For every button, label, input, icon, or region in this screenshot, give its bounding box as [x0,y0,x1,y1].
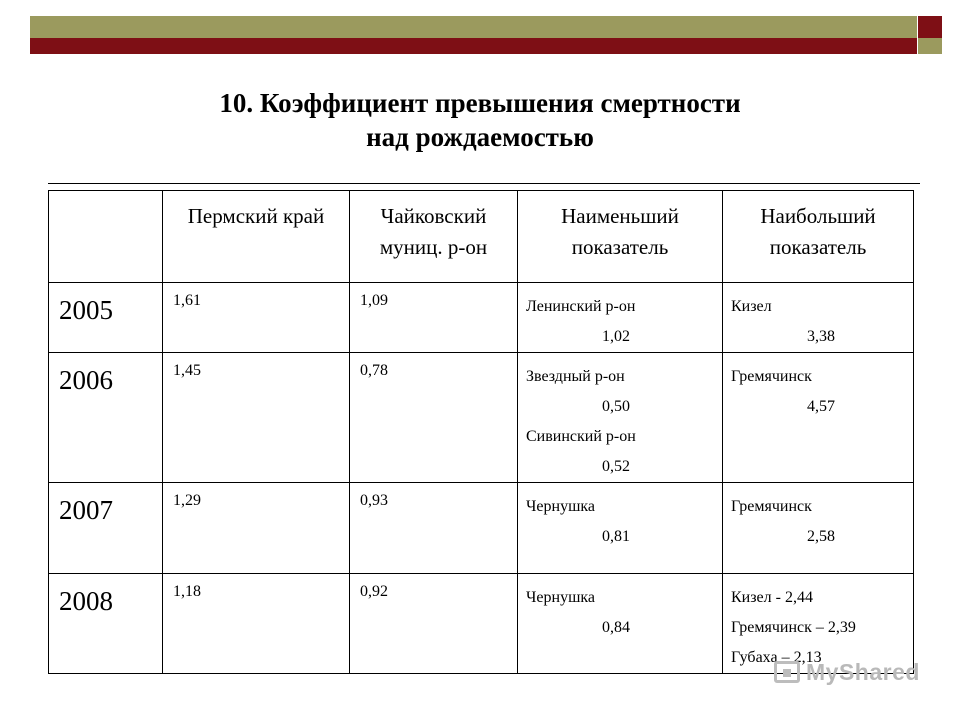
year-cell: 2006 [49,353,163,483]
corner-divider [917,16,918,54]
district-value: 0,84 [602,619,630,636]
watermark [768,657,928,693]
min-indicator-cell [518,574,723,674]
district-value: 1,02 [602,328,630,345]
district-name: Чернушка [526,589,596,606]
year-cell: 2008 [49,574,163,674]
header-cell [350,191,518,283]
header-cell-empty [49,191,163,283]
header-chaik: Чайковский муниц. р-он [379,204,488,259]
year-cell: 2005 [49,283,163,353]
district-value: 3,38 [807,328,835,345]
max-indicator-cell [723,283,914,353]
district-entry: Губаха – 2,13 [731,649,822,666]
district-entry: Гремячинск – 2,39 [731,619,856,636]
district-value: 0,50 [602,398,630,415]
presentation-screen-icon [774,661,800,683]
top-bar-red [30,38,918,54]
district-name: Гремячинск [731,498,812,515]
district-name: Кизел [731,298,772,315]
slide-title [0,86,960,154]
perm-value-cell: 1,61 [163,283,350,353]
district-value: 0,52 [602,458,630,475]
top-bar-olive [30,16,918,38]
corner-block-olive [918,38,942,54]
perm-value-cell: 1,18 [163,574,350,674]
header-perm: Пермский край [187,204,325,228]
min-indicator-cell [518,283,723,353]
title-line-2: над рождаемостью [366,122,594,152]
perm-value-cell: 1,29 [163,483,350,574]
header-cell [723,191,914,283]
district-name: Сивинский р-он [526,428,636,445]
header-max: Наибольший показатель [760,204,876,259]
table-row [49,483,914,574]
district-name: Звездный р-он [526,368,625,385]
chaik-value-cell: 0,92 [350,574,518,674]
watermark-text: MyShared [806,659,920,685]
district-name: Ленинский р-он [526,298,636,315]
header-cell [163,191,350,283]
min-indicator-cell [518,483,723,574]
table-row [49,283,914,353]
title-line-1: 10. Коэффициент превышения смертности [219,88,741,118]
district-value: 4,57 [807,398,835,415]
table-header-row [49,191,914,283]
district-name: Гремячинск [731,368,812,385]
perm-value-cell: 1,45 [163,353,350,483]
chaik-value-cell: 0,78 [350,353,518,483]
district-value: 0,81 [602,528,630,545]
corner-block-red [918,16,942,38]
district-value: 2,58 [807,528,835,545]
district-name: Чернушка [526,498,596,515]
chaik-value-cell: 1,09 [350,283,518,353]
table-row [49,353,914,483]
district-entry: Кизел - 2,44 [731,589,813,606]
data-table [48,190,914,674]
header-min: Наименьший показатель [561,204,679,259]
min-indicator-cell [518,353,723,483]
chaik-value-cell: 0,93 [350,483,518,574]
title-rule [48,183,920,184]
header-cell [518,191,723,283]
max-indicator-cell [723,483,914,574]
max-indicator-cell [723,353,914,483]
year-cell: 2007 [49,483,163,574]
